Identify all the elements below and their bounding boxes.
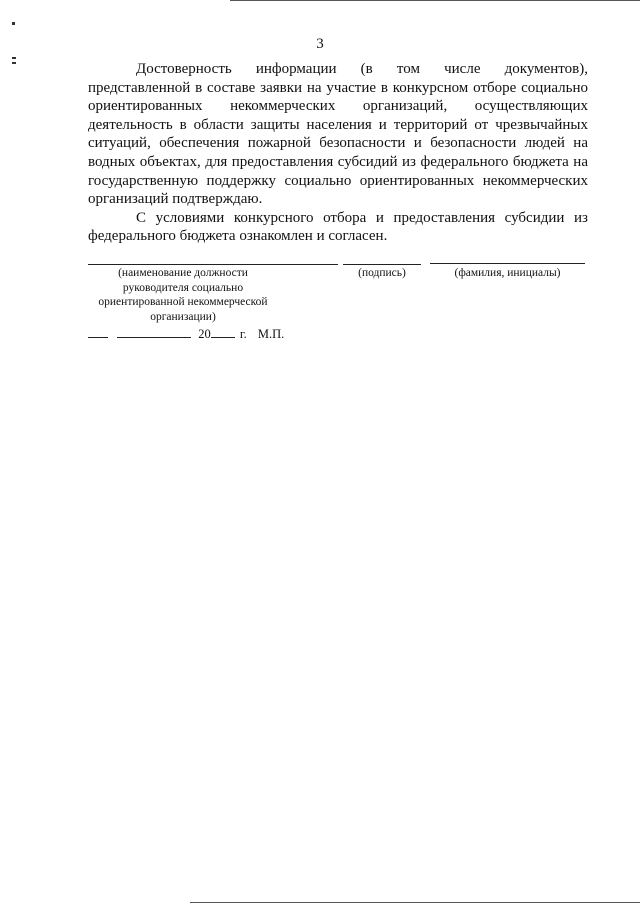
year-prefix: 20 [198, 327, 211, 341]
year-blank [211, 325, 235, 338]
scan-dot-mark [12, 22, 15, 25]
document-body [88, 60, 588, 246]
date-stamp-line [88, 325, 284, 342]
name-signature-line [430, 263, 585, 264]
signature-caption: (подпись) [358, 267, 406, 279]
position-signature-line [88, 264, 338, 265]
page-number: 3 [316, 36, 324, 52]
position-caption: (наименование должности руководителя социально ориентированной некоммерческой организации) [98, 267, 268, 323]
confirmation-paragraph: Достоверность информации (в том числе документов), представленной в составе заявки на участие в конкурсном отборе социально ориентированных некоммерческих организаций, осуществляющих деятельность в области защиты населения и территорий от чрезвычайных ситуаций, обеспечения пожарной безопасности и безопасности людей на водных объектах, для предоставления субсидий из федерального бюджета на государственную поддержку социально ориентированных некоммерческих организаций подтверждаю. [88, 61, 588, 208]
scan-dash-mark [12, 62, 16, 64]
month-blank [117, 325, 191, 338]
agreement-paragraph: С условиями конкурсного отбора и предоставления субсидии из федерального бюджета ознакомлен и согласен. [88, 209, 588, 245]
name-caption: (фамилия, инициалы) [454, 267, 561, 279]
scan-top-edge [230, 0, 640, 1]
day-blank [88, 325, 108, 338]
signature-line [343, 264, 421, 265]
scan-bottom-edge [190, 902, 640, 903]
seal-label: М.П. [257, 327, 285, 341]
scan-dash-mark [12, 57, 16, 59]
year-suffix: г. [239, 327, 247, 341]
